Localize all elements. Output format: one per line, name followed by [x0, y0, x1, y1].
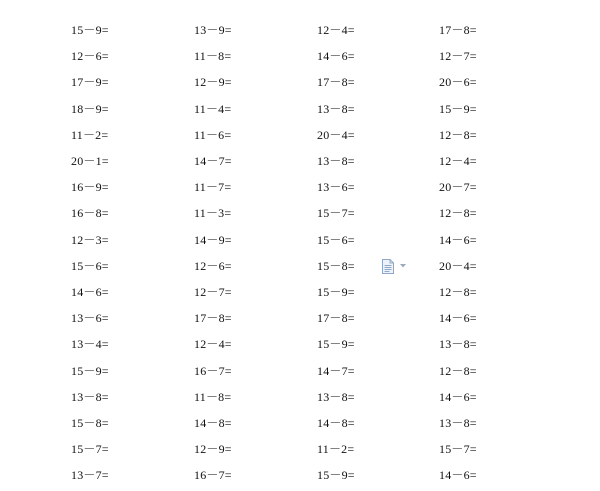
- subtraction-problem: 13－8=: [71, 390, 109, 404]
- worksheet-row: [0, 230, 600, 250]
- subtraction-problem: 17－8=: [194, 311, 232, 325]
- subtraction-problem: 15－8=: [71, 416, 109, 430]
- subtraction-problem: 13－8=: [439, 416, 477, 430]
- subtraction-problem: 12－3=: [71, 233, 109, 247]
- subtraction-problem: 15－6=: [317, 233, 355, 247]
- subtraction-problem: 11－2=: [317, 442, 355, 456]
- worksheet-row: [0, 465, 600, 485]
- subtraction-problem: 11－3=: [194, 206, 232, 220]
- subtraction-problem: 12－6=: [194, 259, 232, 273]
- subtraction-problem: 13－6=: [317, 180, 355, 194]
- subtraction-problem: 11－8=: [194, 49, 232, 63]
- subtraction-problem: 14－6=: [439, 390, 477, 404]
- subtraction-problem: 12－7=: [194, 285, 232, 299]
- subtraction-problem: 20－1=: [71, 154, 109, 168]
- subtraction-problem: 15－6=: [71, 259, 109, 273]
- subtraction-problem: 12－4=: [439, 154, 477, 168]
- worksheet-row: [0, 125, 600, 145]
- worksheet-row: [0, 308, 600, 328]
- subtraction-problem: 15－8=: [317, 259, 355, 273]
- subtraction-problem: 14－9=: [194, 233, 232, 247]
- subtraction-problem: 11－8=: [194, 390, 232, 404]
- worksheet-row: [0, 72, 600, 92]
- subtraction-problem: 13－9=: [194, 23, 232, 37]
- dropdown-arrow-icon: [400, 264, 406, 268]
- worksheet-row: [0, 151, 600, 171]
- subtraction-problem: 12－6=: [71, 49, 109, 63]
- subtraction-problem: 12－4=: [194, 337, 232, 351]
- subtraction-problem: 14－6=: [439, 311, 477, 325]
- subtraction-problem: 11－2=: [71, 128, 109, 142]
- worksheet-row: [0, 20, 600, 40]
- subtraction-problem: 12－8=: [439, 364, 477, 378]
- worksheet-row: [0, 334, 600, 354]
- subtraction-problem: 11－4=: [194, 102, 232, 116]
- subtraction-problem: 14－7=: [317, 364, 355, 378]
- subtraction-problem: 12－4=: [317, 23, 355, 37]
- subtraction-problem: 12－7=: [439, 49, 477, 63]
- subtraction-problem: 17－8=: [439, 23, 477, 37]
- subtraction-problem: 20－4=: [439, 259, 477, 273]
- subtraction-problem: 15－7=: [439, 442, 477, 456]
- worksheet-row: [0, 413, 600, 433]
- subtraction-problem: 13－8=: [317, 102, 355, 116]
- subtraction-problem: 20－4=: [317, 128, 355, 142]
- subtraction-problem: 16－9=: [71, 180, 109, 194]
- subtraction-problem: 11－7=: [194, 180, 232, 194]
- subtraction-problem: 15－9=: [317, 337, 355, 351]
- subtraction-problem: 13－8=: [317, 154, 355, 168]
- subtraction-problem: 17－8=: [317, 75, 355, 89]
- worksheet-row: [0, 203, 600, 223]
- worksheet-row: [0, 439, 600, 459]
- subtraction-problem: 13－6=: [71, 311, 109, 325]
- subtraction-problem: 20－6=: [439, 75, 477, 89]
- worksheet-row: [0, 256, 600, 276]
- subtraction-problem: 16－7=: [194, 364, 232, 378]
- subtraction-problem: 16－8=: [71, 206, 109, 220]
- subtraction-problem: 15－9=: [317, 285, 355, 299]
- subtraction-problem: 14－7=: [194, 154, 232, 168]
- subtraction-problem: 12－9=: [194, 75, 232, 89]
- subtraction-problem: 13－4=: [71, 337, 109, 351]
- subtraction-problem: 20－7=: [439, 180, 477, 194]
- subtraction-problem: 11－6=: [194, 128, 232, 142]
- subtraction-problem: 12－8=: [439, 128, 477, 142]
- worksheet-row: [0, 282, 600, 302]
- subtraction-problem: 14－6=: [71, 285, 109, 299]
- subtraction-problem: 14－6=: [439, 233, 477, 247]
- subtraction-problem: 13－8=: [439, 337, 477, 351]
- worksheet-row: [0, 46, 600, 66]
- worksheet-row: [0, 177, 600, 197]
- subtraction-problem: 17－8=: [317, 311, 355, 325]
- subtraction-problem: 16－7=: [194, 468, 232, 482]
- subtraction-problem: 12－9=: [194, 442, 232, 456]
- subtraction-problem: 12－8=: [439, 206, 477, 220]
- subtraction-problem: 18－9=: [71, 102, 109, 116]
- subtraction-problem: 14－8=: [317, 416, 355, 430]
- subtraction-problem: 15－9=: [439, 102, 477, 116]
- worksheet-row: [0, 99, 600, 119]
- subtraction-problem: 15－7=: [317, 206, 355, 220]
- subtraction-problem: 17－9=: [71, 75, 109, 89]
- document-paste-icon: [381, 259, 395, 274]
- subtraction-problem: 13－8=: [317, 390, 355, 404]
- paste-options-button[interactable]: [381, 258, 407, 274]
- worksheet-row: [0, 361, 600, 381]
- worksheet-row: [0, 387, 600, 407]
- subtraction-problem: 14－8=: [194, 416, 232, 430]
- subtraction-problem: 14－6=: [439, 468, 477, 482]
- subtraction-problem: 13－7=: [71, 468, 109, 482]
- subtraction-problem: 15－7=: [71, 442, 109, 456]
- subtraction-problem: 15－9=: [317, 468, 355, 482]
- subtraction-problem: 12－8=: [439, 285, 477, 299]
- subtraction-problem: 15－9=: [71, 23, 109, 37]
- subtraction-problem: 15－9=: [71, 364, 109, 378]
- subtraction-problem: 14－6=: [317, 49, 355, 63]
